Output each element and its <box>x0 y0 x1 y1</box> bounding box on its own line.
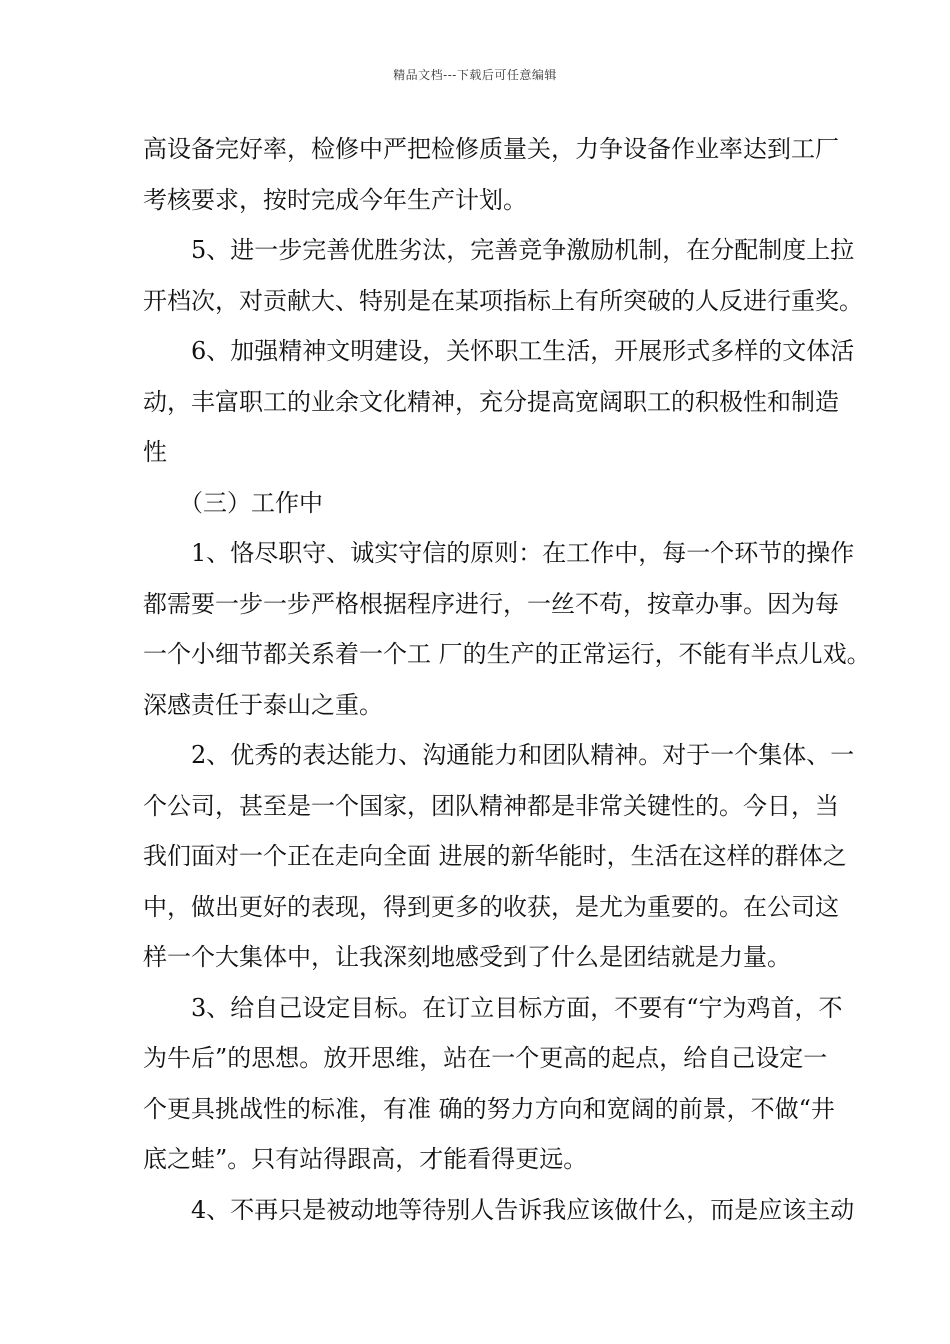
document-body <box>143 124 871 1235</box>
text-line: 为牛后”的思想。放开思维，站在一个更高的起点，给自己设定一 <box>143 1044 828 1072</box>
text-line: 6、加强精神文明建设，关怀职工生活，开展形式多样的文体活 <box>191 337 855 365</box>
text-line: 我们面对一个正在走向全面 进展的新华能时，生活在这样的群体之 <box>143 842 847 870</box>
text-line: 个公司，甚至是一个国家，团队精神都是非常关键性的。今日，当 <box>143 791 839 820</box>
text-line: 高设备完好率，检修中严把检修质量关，力争设备作业率达到工厂 <box>143 135 839 163</box>
text-line: 个更具挑战性的标准，有准 确的努力方向和宽阔的前景，不做“井 <box>143 1094 835 1123</box>
text-line: 2、优秀的表达能力、沟通能力和团队精神。对于一个集体、一 <box>191 741 855 769</box>
text-line: 5、进一步完善优胜劣汰，完善竞争激励机制，在分配制度上拉 <box>191 236 855 264</box>
text-line: 3、给自己设定目标。在订立目标方面，不要有“宁为鸡首，不 <box>191 993 843 1022</box>
text-line: 开档次，对贡献大、特别是在某项指标上有所突破的人反进行重奖。 <box>143 286 863 315</box>
text-line: 考核要求，按时完成今年生产计划。 <box>143 185 527 214</box>
page-header: 精品文档---下载后可任意编辑 <box>393 68 557 82</box>
text-line: 都需要一步一步严格根据程序进行，一丝不苟，按章办事。因为每 <box>143 589 839 618</box>
text-line: 性 <box>143 438 167 466</box>
text-line: 中，做出更好的表现，得到更多的收获，是尤为重要的。在公司这 <box>143 892 839 921</box>
text-line: 动，丰富职工的业余文化精神，充分提高宽阔职工的积极性和制造 <box>143 387 839 416</box>
text-line: 4、不再只是被动地等待别人告诉我应该做什么，而是应该主动 <box>191 1195 855 1224</box>
section-heading: （三）工作中 <box>179 488 323 517</box>
text-line: 深感责任于泰山之重。 <box>143 690 383 719</box>
text-line: 1、恪尽职守、诚实守信的原则：在工作中，每一个环节的操作 <box>191 539 855 567</box>
text-line: 底之蛙”。只有站得跟高，才能看得更远。 <box>143 1145 588 1173</box>
text-line: 一个小细节都关系着一个工 厂的生产的正常运行，不能有半点儿戏。 <box>143 640 871 668</box>
text-line: 样一个大集体中，让我深刻地感受到了什么是团结就是力量。 <box>143 943 791 971</box>
